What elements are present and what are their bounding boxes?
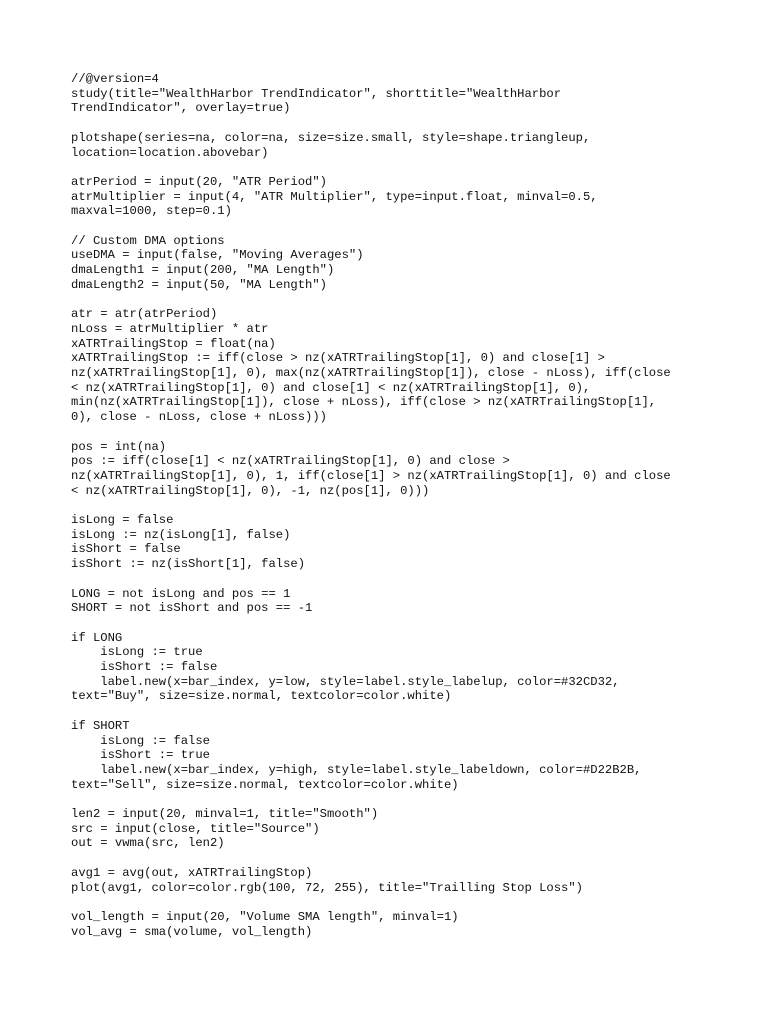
code-line: if LONG xyxy=(71,630,123,645)
code-line: SHORT = not isShort and pos == -1 xyxy=(71,601,313,616)
code-line: LONG = not isLong and pos == 1 xyxy=(71,586,291,601)
code-line xyxy=(71,572,721,587)
code-line: dmaLength2 = input(50, "MA Length") xyxy=(71,277,327,292)
code-line: vol_avg = sma(volume, vol_length) xyxy=(71,924,313,939)
code-line xyxy=(71,425,721,440)
code-line xyxy=(71,851,721,866)
code-line: atr = atr(atrPeriod) xyxy=(71,307,218,322)
code-line: nLoss = atrMultiplier * atr xyxy=(71,321,269,336)
code-line: maxval=1000, step=0.1) xyxy=(71,204,232,219)
code-line: len2 = input(20, minval=1, title="Smooth") xyxy=(71,807,379,821)
code-block xyxy=(71,72,721,939)
code-line: pos := iff(close[1] < nz(xATRTrailingStop[1], 0) and close > xyxy=(71,454,510,469)
code-line: useDMA = input(false, "Moving Averages") xyxy=(71,248,364,263)
code-line: nz(xATRTrailingStop[1], 0), max(nz(xATRTrailingStop[1]), close - nLoss), iff(close xyxy=(71,366,671,380)
code-line: // Custom DMA options xyxy=(71,233,225,248)
code-line: min(nz(xATRTrailingStop[1]), close + nLoss), iff(close > nz(xATRTrailingStop[1], xyxy=(71,395,657,410)
code-line: text="Buy", size=size.normal, textcolor=color.white) xyxy=(71,689,452,704)
code-line: src = input(close, title="Source") xyxy=(71,821,320,836)
code-line: dmaLength1 = input(200, "MA Length") xyxy=(71,263,335,278)
code-line: xATRTrailingStop = float(na) xyxy=(71,336,276,351)
code-line xyxy=(71,293,721,308)
code-line: isLong := true xyxy=(71,645,203,660)
code-line: isLong := false xyxy=(71,733,210,748)
code-line: nz(xATRTrailingStop[1], 0), 1, iff(close[1] > nz(xATRTrailingStop[1], 0) and close xyxy=(71,468,671,483)
code-line: atrPeriod = input(20, "ATR Period") xyxy=(71,174,327,189)
code-line: < nz(xATRTrailingStop[1], 0) and close[1] < nz(xATRTrailingStop[1], 0), xyxy=(71,380,591,395)
code-line: location=location.abovebar) xyxy=(71,145,269,160)
code-line xyxy=(71,616,721,631)
code-line: < nz(xATRTrailingStop[1], 0), -1, nz(pos[1], 0))) xyxy=(71,483,430,498)
code-line: isShort = false xyxy=(71,542,181,557)
code-line: xATRTrailingStop := iff(close > nz(xATRTrailingStop[1], 0) and close[1] > xyxy=(71,351,605,366)
code-line xyxy=(71,116,721,131)
code-line: TrendIndicator", overlay=true) xyxy=(71,101,291,116)
code-line: isShort := nz(isShort[1], false) xyxy=(71,557,306,572)
code-line: out = vwma(src, len2) xyxy=(71,836,225,851)
code-line: label.new(x=bar_index, y=low, style=label.style_labelup, color=#32CD32, xyxy=(71,674,620,689)
code-line: if SHORT xyxy=(71,718,130,733)
code-line: label.new(x=bar_index, y=high, style=label.style_labeldown, color=#D22B2B, xyxy=(71,762,642,777)
code-line xyxy=(71,160,721,175)
code-line: plotshape(series=na, color=na, size=size.small, style=shape.triangleup, xyxy=(71,130,591,145)
code-line: isLong = false xyxy=(71,513,174,527)
code-line: plot(avg1, color=color.rgb(100, 72, 255), title="Trailling Stop Loss") xyxy=(71,880,583,895)
code-line: 0), close - nLoss, close + nLoss))) xyxy=(71,410,327,425)
code-line: isShort := false xyxy=(71,660,218,674)
code-line: pos = int(na) xyxy=(71,439,167,454)
code-line: study(title="WealthHarbor TrendIndicator", shorttitle="WealthHarbor xyxy=(71,86,562,101)
code-line xyxy=(71,704,721,719)
code-line xyxy=(71,895,721,910)
code-line: isLong := nz(isLong[1], false) xyxy=(71,527,291,542)
code-line xyxy=(71,219,721,234)
code-line: vol_length = input(20, "Volume SMA length", minval=1) xyxy=(71,909,459,924)
code-line: isShort := true xyxy=(71,748,210,763)
code-line: //@version=4 xyxy=(71,72,159,86)
code-line: text="Sell", size=size.normal, textcolor=color.white) xyxy=(71,777,459,792)
code-line: atrMultiplier = input(4, "ATR Multiplier", type=input.float, minval=0.5, xyxy=(71,189,598,204)
code-line: avg1 = avg(out, xATRTrailingStop) xyxy=(71,865,313,880)
code-line xyxy=(71,792,721,807)
code-line xyxy=(71,498,721,513)
